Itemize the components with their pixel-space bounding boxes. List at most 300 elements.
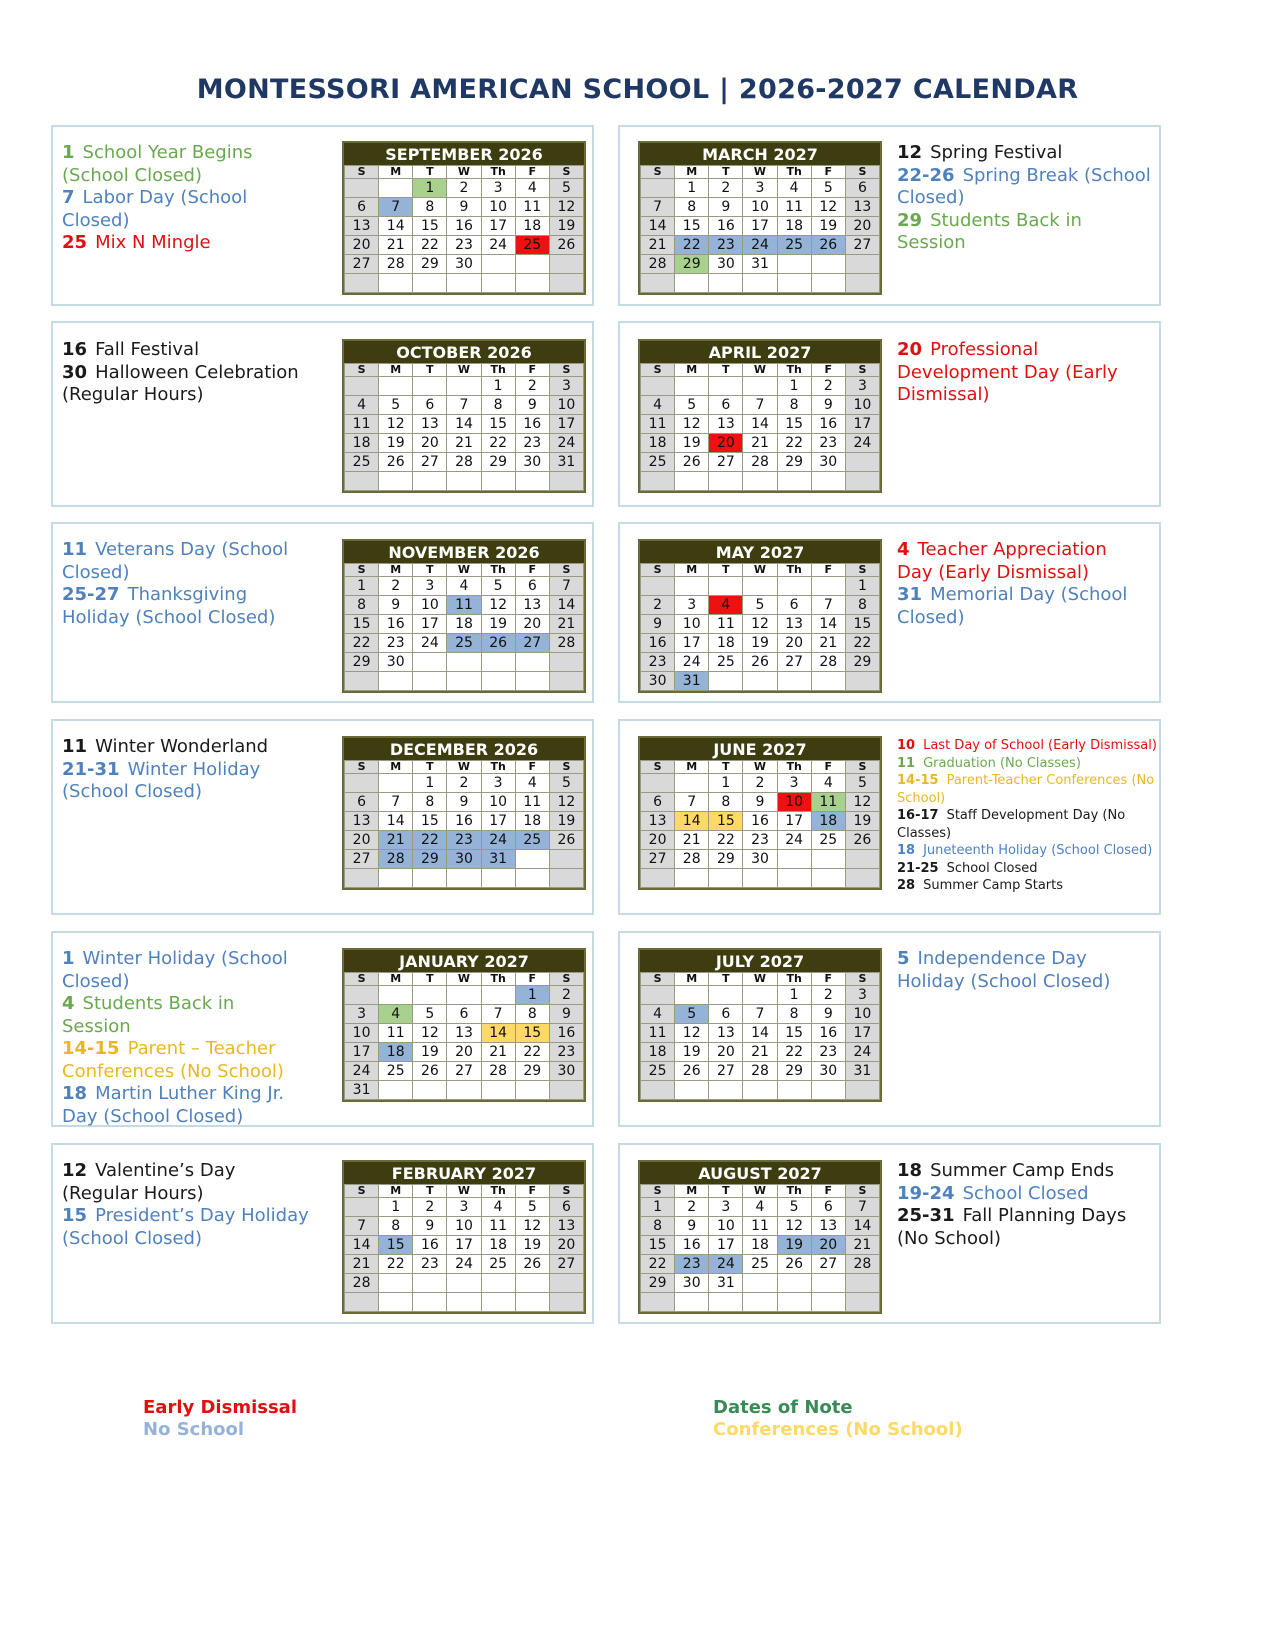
day-cell: 19: [743, 634, 777, 653]
day-cell: 14: [345, 1236, 379, 1255]
day-cell: 20: [549, 1236, 583, 1255]
day-cell: 22: [777, 1043, 811, 1062]
empty-cell: [345, 472, 379, 491]
empty-cell: [675, 472, 709, 491]
day-cell: 31: [675, 672, 709, 691]
panel-june: [618, 719, 1161, 915]
weekday-header: T: [709, 1185, 743, 1198]
day-cell: 9: [743, 793, 777, 812]
empty-cell: [641, 472, 675, 491]
weekday-header: W: [447, 973, 481, 986]
month-grid: [344, 363, 584, 491]
day-cell: 3: [743, 179, 777, 198]
event-text: Veterans Day (School Closed): [62, 539, 289, 583]
day-cell: 6: [777, 596, 811, 615]
empty-cell: [777, 1274, 811, 1293]
day-cell: 11: [641, 415, 675, 434]
day-cell: 29: [413, 255, 447, 274]
empty-cell: [413, 377, 447, 396]
event-list: [897, 1160, 1159, 1250]
day-cell: 17: [777, 812, 811, 831]
event-text: Professional Development Day (Early Dismissal): [897, 339, 1118, 405]
weekday-header: S: [641, 973, 675, 986]
day-cell: 1: [413, 179, 447, 198]
day-cell: 28: [641, 255, 675, 274]
day-cell: 2: [709, 179, 743, 198]
day-cell: 4: [641, 396, 675, 415]
day-cell: 15: [845, 615, 879, 634]
day-cell: 5: [675, 1005, 709, 1024]
day-cell: 1: [379, 1198, 413, 1217]
day-cell: 26: [481, 634, 515, 653]
event-date: 15: [62, 1205, 88, 1226]
day-cell: 27: [549, 1255, 583, 1274]
event-date: 18: [897, 1160, 923, 1181]
event-item: [897, 755, 1157, 773]
panel-september: [51, 125, 594, 306]
day-cell: 19: [811, 217, 845, 236]
event-item: [62, 1038, 307, 1083]
day-cell: 19: [675, 434, 709, 453]
day-cell: 1: [777, 377, 811, 396]
day-cell: 15: [675, 217, 709, 236]
day-cell: 15: [379, 1236, 413, 1255]
day-cell: 22: [641, 1255, 675, 1274]
day-cell: 18: [709, 634, 743, 653]
month-title: JULY 2027: [640, 950, 880, 972]
event-text: Summer Camp Starts: [923, 878, 1064, 893]
day-cell: 23: [447, 831, 481, 850]
event-date: 28: [897, 878, 916, 893]
day-cell: 12: [379, 415, 413, 434]
empty-cell: [447, 1081, 481, 1100]
day-cell: 20: [515, 615, 549, 634]
day-cell: 3: [845, 986, 879, 1005]
empty-cell: [481, 672, 515, 691]
weekday-header: T: [413, 761, 447, 774]
day-cell: 3: [481, 179, 515, 198]
day-cell: 5: [549, 774, 583, 793]
event-date: 5: [897, 948, 910, 969]
day-cell: 26: [675, 453, 709, 472]
event-date: 20: [897, 339, 923, 360]
weekday-header: Th: [777, 761, 811, 774]
day-cell: 31: [481, 850, 515, 869]
day-cell: 25: [481, 1255, 515, 1274]
day-cell: 7: [447, 396, 481, 415]
weekday-header: M: [379, 166, 413, 179]
empty-cell: [379, 1293, 413, 1312]
event-text: President’s Day Holiday (School Closed): [62, 1205, 309, 1249]
empty-cell: [675, 1293, 709, 1312]
day-cell: 18: [447, 615, 481, 634]
day-cell: 11: [743, 1217, 777, 1236]
day-cell: 4: [515, 179, 549, 198]
empty-cell: [777, 1081, 811, 1100]
day-cell: 23: [675, 1255, 709, 1274]
empty-cell: [481, 869, 515, 888]
weekday-header: T: [413, 564, 447, 577]
day-cell: 13: [709, 415, 743, 434]
empty-cell: [709, 274, 743, 293]
day-cell: 22: [345, 634, 379, 653]
empty-cell: [641, 274, 675, 293]
day-cell: 7: [675, 793, 709, 812]
day-cell: 22: [709, 831, 743, 850]
weekday-header: S: [641, 1185, 675, 1198]
day-cell: 2: [811, 377, 845, 396]
panel-february: [51, 1143, 594, 1324]
empty-cell: [481, 255, 515, 274]
empty-cell: [345, 179, 379, 198]
day-cell: 5: [811, 179, 845, 198]
empty-cell: [447, 472, 481, 491]
day-cell: 15: [413, 812, 447, 831]
event-text: Parent-Teacher Conferences (No School): [897, 773, 1155, 806]
empty-cell: [515, 1274, 549, 1293]
weekday-header: W: [447, 1185, 481, 1198]
day-cell: 16: [549, 1024, 583, 1043]
day-cell: 9: [709, 198, 743, 217]
weekday-header: Th: [481, 761, 515, 774]
day-cell: 12: [481, 596, 515, 615]
weekday-header: W: [447, 564, 481, 577]
event-date: 4: [62, 993, 75, 1014]
month-grid: [344, 563, 584, 691]
event-item: [897, 142, 1155, 165]
event-item: [897, 842, 1157, 860]
day-cell: 14: [379, 812, 413, 831]
day-cell: 12: [675, 1024, 709, 1043]
calendar-september: [342, 141, 586, 295]
weekday-header: F: [811, 364, 845, 377]
day-cell: 6: [345, 198, 379, 217]
day-cell: 12: [515, 1217, 549, 1236]
legend-dates-of-note: Dates of Note: [713, 1397, 853, 1418]
event-item: [62, 187, 302, 232]
day-cell: 2: [447, 774, 481, 793]
event-text: School Year Begins (School Closed): [62, 142, 253, 186]
month-title: NOVEMBER 2026: [344, 541, 584, 563]
day-cell: 23: [515, 434, 549, 453]
day-cell: 23: [379, 634, 413, 653]
empty-cell: [549, 1293, 583, 1312]
event-item: [62, 759, 302, 804]
day-cell: 28: [675, 850, 709, 869]
empty-cell: [549, 255, 583, 274]
day-cell: 21: [379, 831, 413, 850]
day-cell: 19: [549, 217, 583, 236]
day-cell: 1: [777, 986, 811, 1005]
weekday-header: F: [811, 166, 845, 179]
empty-cell: [549, 1081, 583, 1100]
day-cell: 30: [515, 453, 549, 472]
day-cell: 17: [549, 415, 583, 434]
empty-cell: [379, 377, 413, 396]
event-item: [62, 362, 307, 407]
day-cell: 19: [413, 1043, 447, 1062]
empty-cell: [845, 472, 879, 491]
day-cell: 4: [447, 577, 481, 596]
event-item: [897, 165, 1155, 210]
empty-cell: [379, 1274, 413, 1293]
day-cell: 16: [743, 812, 777, 831]
day-cell: 26: [515, 1255, 549, 1274]
empty-cell: [641, 986, 675, 1005]
day-cell: 6: [845, 179, 879, 198]
day-cell: 25: [515, 831, 549, 850]
empty-cell: [675, 986, 709, 1005]
event-text: Winter Wonderland: [95, 736, 269, 757]
event-date: 10: [897, 738, 916, 753]
empty-cell: [641, 774, 675, 793]
panel-january: [51, 931, 594, 1127]
day-cell: 9: [379, 596, 413, 615]
day-cell: 23: [413, 1255, 447, 1274]
event-item: [62, 142, 302, 187]
empty-cell: [743, 472, 777, 491]
weekday-header: Th: [777, 1185, 811, 1198]
day-cell: 4: [481, 1198, 515, 1217]
day-cell: 13: [777, 615, 811, 634]
month-grid: [640, 165, 880, 293]
day-cell: 1: [675, 179, 709, 198]
weekday-header: M: [379, 761, 413, 774]
day-cell: 15: [345, 615, 379, 634]
empty-cell: [777, 274, 811, 293]
day-cell: 20: [709, 1043, 743, 1062]
event-item: [62, 1205, 317, 1250]
day-cell: 7: [811, 596, 845, 615]
day-cell: 3: [709, 1198, 743, 1217]
empty-cell: [549, 653, 583, 672]
day-cell: 20: [345, 831, 379, 850]
weekday-header: T: [709, 761, 743, 774]
day-cell: 13: [413, 415, 447, 434]
day-cell: 3: [845, 377, 879, 396]
day-cell: 27: [345, 850, 379, 869]
day-cell: 20: [413, 434, 447, 453]
empty-cell: [515, 472, 549, 491]
panel-november: [51, 522, 594, 703]
day-cell: 22: [481, 434, 515, 453]
day-cell: 30: [641, 672, 675, 691]
day-cell: 26: [549, 831, 583, 850]
day-cell: 23: [743, 831, 777, 850]
day-cell: 23: [549, 1043, 583, 1062]
event-date: 16: [62, 339, 88, 360]
day-cell: 28: [379, 850, 413, 869]
weekday-header: M: [379, 564, 413, 577]
day-cell: 18: [345, 434, 379, 453]
event-text: Fall Planning Days (No School): [897, 1205, 1127, 1249]
day-cell: 27: [515, 634, 549, 653]
weekday-header: Th: [777, 973, 811, 986]
day-cell: 20: [709, 434, 743, 453]
empty-cell: [811, 1293, 845, 1312]
day-cell: 25: [515, 236, 549, 255]
day-cell: 1: [515, 986, 549, 1005]
weekday-header: F: [515, 1185, 549, 1198]
empty-cell: [675, 274, 709, 293]
day-cell: 19: [777, 1236, 811, 1255]
day-cell: 9: [811, 396, 845, 415]
empty-cell: [379, 774, 413, 793]
day-cell: 27: [811, 1255, 845, 1274]
day-cell: 16: [675, 1236, 709, 1255]
day-cell: 9: [641, 615, 675, 634]
event-item: [897, 339, 1132, 407]
day-cell: 10: [345, 1024, 379, 1043]
weekday-header: T: [413, 166, 447, 179]
month-title: SEPTEMBER 2026: [344, 143, 584, 165]
day-cell: 28: [345, 1274, 379, 1293]
day-cell: 11: [515, 198, 549, 217]
weekday-header: W: [743, 1185, 777, 1198]
empty-cell: [845, 1293, 879, 1312]
day-cell: 16: [811, 1024, 845, 1043]
event-date: 11: [62, 736, 88, 757]
day-cell: 12: [549, 793, 583, 812]
day-cell: 29: [675, 255, 709, 274]
event-date: 29: [897, 209, 923, 231]
event-text: School Closed: [946, 860, 1038, 876]
day-cell: 1: [413, 774, 447, 793]
empty-cell: [709, 472, 743, 491]
day-cell: 11: [481, 1217, 515, 1236]
weekday-header: S: [641, 364, 675, 377]
day-cell: 3: [549, 377, 583, 396]
empty-cell: [811, 274, 845, 293]
day-cell: 25: [641, 1062, 675, 1081]
calendar-december: [342, 736, 586, 890]
day-cell: 16: [379, 615, 413, 634]
weekday-header: W: [743, 166, 777, 179]
day-cell: 3: [447, 1198, 481, 1217]
weekday-header: M: [379, 973, 413, 986]
event-date: 16-17: [897, 808, 939, 823]
event-text: Memorial Day (School Closed): [897, 584, 1128, 628]
empty-cell: [345, 672, 379, 691]
event-item: [897, 584, 1137, 629]
empty-cell: [641, 377, 675, 396]
day-cell: 25: [709, 653, 743, 672]
event-list: [62, 142, 302, 255]
empty-cell: [379, 672, 413, 691]
day-cell: 20: [777, 634, 811, 653]
day-cell: 21: [379, 236, 413, 255]
day-cell: 7: [345, 1217, 379, 1236]
event-text: Fall Festival: [95, 339, 200, 360]
day-cell: 13: [709, 1024, 743, 1043]
day-cell: 30: [743, 850, 777, 869]
day-cell: 29: [413, 850, 447, 869]
day-cell: 14: [675, 812, 709, 831]
day-cell: 26: [845, 831, 879, 850]
day-cell: 20: [811, 1236, 845, 1255]
day-cell: 6: [345, 793, 379, 812]
day-cell: 10: [549, 396, 583, 415]
day-cell: 14: [743, 415, 777, 434]
day-cell: 26: [413, 1062, 447, 1081]
event-text: Halloween Celebration (Regular Hours): [62, 361, 299, 405]
day-cell: 17: [845, 1024, 879, 1043]
legend-conferences: Conferences (No School): [713, 1419, 963, 1440]
panel-august: [618, 1143, 1161, 1324]
calendar-august: [638, 1160, 882, 1314]
day-cell: 11: [379, 1024, 413, 1043]
day-cell: 9: [447, 198, 481, 217]
day-cell: 14: [811, 615, 845, 634]
empty-cell: [709, 672, 743, 691]
event-date: 18: [897, 843, 916, 858]
empty-cell: [515, 1081, 549, 1100]
empty-cell: [447, 869, 481, 888]
day-cell: 24: [675, 653, 709, 672]
weekday-header: S: [549, 166, 583, 179]
empty-cell: [379, 472, 413, 491]
day-cell: 9: [447, 793, 481, 812]
event-date: 1: [62, 142, 75, 163]
day-cell: 17: [845, 415, 879, 434]
day-cell: 16: [515, 415, 549, 434]
day-cell: 25: [777, 236, 811, 255]
legend-no-school: No School: [143, 1419, 245, 1440]
event-text: Last Day of School (Early Dismissal): [923, 738, 1157, 753]
event-date: 4: [897, 539, 910, 560]
day-cell: 3: [675, 596, 709, 615]
empty-cell: [413, 1081, 447, 1100]
empty-cell: [845, 869, 879, 888]
day-cell: 2: [413, 1198, 447, 1217]
day-cell: 9: [549, 1005, 583, 1024]
day-cell: 13: [845, 198, 879, 217]
calendar-june: [638, 736, 882, 890]
empty-cell: [345, 869, 379, 888]
empty-cell: [413, 672, 447, 691]
empty-cell: [345, 986, 379, 1005]
day-cell: 8: [675, 198, 709, 217]
event-text: Labor Day (School Closed): [62, 187, 248, 231]
event-item: [62, 339, 307, 362]
day-cell: 11: [777, 198, 811, 217]
weekday-header: Th: [777, 166, 811, 179]
day-cell: 27: [709, 1062, 743, 1081]
day-cell: 28: [811, 653, 845, 672]
event-item: [897, 737, 1157, 755]
day-cell: 11: [641, 1024, 675, 1043]
empty-cell: [515, 255, 549, 274]
day-cell: 14: [549, 596, 583, 615]
event-item: [897, 1183, 1159, 1206]
event-item: [897, 539, 1137, 584]
day-cell: 18: [515, 217, 549, 236]
day-cell: 7: [379, 793, 413, 812]
event-item: [897, 948, 1132, 993]
empty-cell: [379, 179, 413, 198]
day-cell: 7: [641, 198, 675, 217]
day-cell: 24: [481, 236, 515, 255]
day-cell: 30: [709, 255, 743, 274]
weekday-header: S: [845, 1185, 879, 1198]
event-text: Spring Festival: [930, 142, 1063, 163]
weekday-header: W: [743, 564, 777, 577]
empty-cell: [641, 1293, 675, 1312]
day-cell: 19: [515, 1236, 549, 1255]
day-cell: 30: [379, 653, 413, 672]
empty-cell: [345, 774, 379, 793]
empty-cell: [845, 672, 879, 691]
